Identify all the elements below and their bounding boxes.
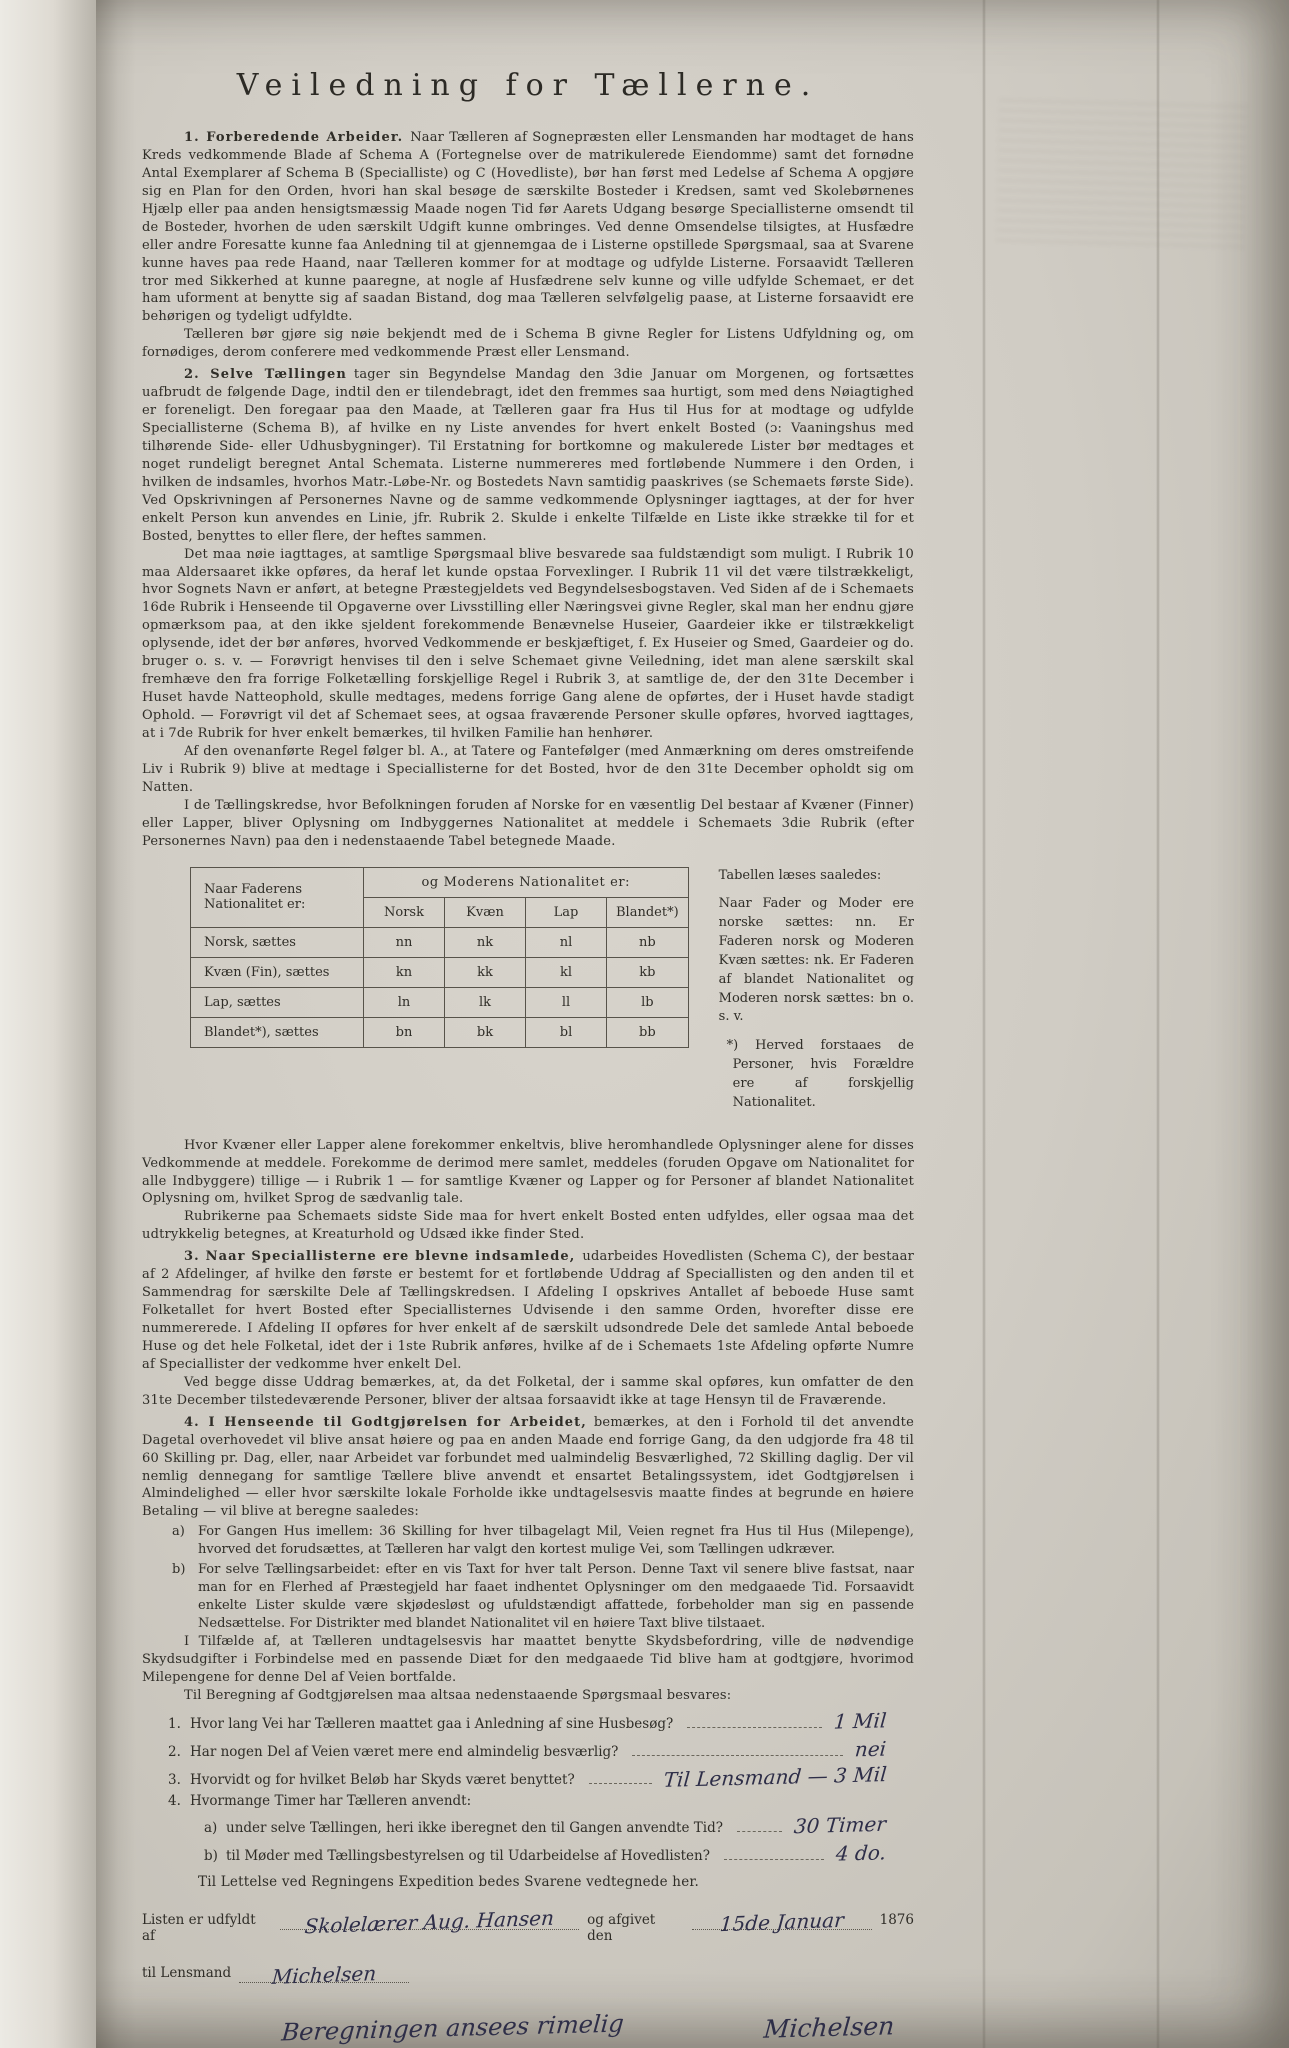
- answer-line: [687, 1727, 821, 1728]
- question-text: under selve Tællingen, heri ikke iberegnet den til Gangen anvendte Tid?: [226, 1819, 723, 1836]
- handwritten-lensmand-name: Michelsen: [271, 1961, 378, 1990]
- table-footnote: *) Herved forstaaes de Personer, hvis Forældre ere af forskjellig Nationalitet.: [726, 1038, 914, 1110]
- questions-intro: Til Beregning af Godtgjørelsen maa altsaa nedenstaaende Spørgsmaal besvares:: [184, 1687, 732, 1703]
- handwritten-answer: Til Lensmand — 3 Mil: [662, 1761, 888, 1792]
- paragraph-section3-2: Ved begge disse Uddrag bemærkes, at, da det Folketal, der i samme skal opføres, kun omfatter de den 31te December tilstedeværende Personer, bliver der altsaa forsaavidt ikke at tage Hensyn til de Fraværende.: [142, 1374, 914, 1408]
- table-row-label: Norsk, sættes: [191, 927, 364, 957]
- question-number: 3.: [168, 1771, 181, 1788]
- table-cell: ll: [526, 987, 607, 1017]
- table-explanation-intro: Tabellen læses saaledes:: [718, 867, 882, 883]
- fold-crease: [982, 0, 986, 2048]
- handwritten-answer: 4 do.: [835, 1840, 888, 1866]
- table-cell: nk: [445, 927, 526, 957]
- payment-item-a: [172, 1523, 914, 1559]
- table-cell: kk: [445, 957, 526, 987]
- payment-item-b-text: For selve Tællingsarbeidet: efter en vis Taxt for hver talt Person. Denne Taxt vil senere blive fastsat, naar man for en Flerhed af Præstegjeld har faaet indhentet Oplysninger om den medgaaede Tid. Forsaavidt enkelte Lister skulde være skjødesløst og ufuldstændigt affattede, forbeholder man sig en passende Nedsættelse. For Distrikter med blandet Nationalitet vil en høiere Taxt blive tilstaaet.: [198, 1562, 914, 1631]
- page-edge: [0, 0, 96, 2048]
- fold-crease: [1156, 0, 1160, 2048]
- question-number: 2.: [168, 1743, 181, 1760]
- question-row-4: [168, 1793, 914, 1809]
- handwritten-answer: 1 Mil: [832, 1708, 888, 1734]
- table-cell: nl: [526, 927, 607, 957]
- page-title: Veiledning for Tællerne.: [236, 68, 820, 103]
- table-subheader: Norsk: [364, 897, 445, 927]
- bottom-handwriting: [280, 2009, 904, 2047]
- table-subheader: Kvæn: [445, 897, 526, 927]
- question-text: Har nogen Del af Veien været mere end almindelig besværlig?: [190, 1743, 619, 1760]
- table-cell: bl: [526, 1017, 607, 1047]
- handwritten-date: 15de Januar: [719, 1908, 845, 1937]
- table-header-mother: og Moderens Nationalitet er:: [364, 867, 689, 897]
- paragraph-after-table-2: Rubrikerne paa Schemaets sidste Side maa for hvert enkelt Bosted enten udfyldes, eller ogsaa maa det udtrykkelig betegnes, at Kreaturhold og Udsæd ikke finder Sted.: [142, 1209, 914, 1243]
- table-cell: nb: [607, 927, 689, 957]
- table-explanation-body: Naar Fader og Moder ere norske sættes: nn. Er Faderen norsk og Moderen Kvæn sættes: nk. Er Faderen af blandet Nationalitet og Moderen norsk sættes: bn o. s. v.: [718, 896, 914, 1025]
- expedition-note: Til Lettelse ved Regningens Expedition bedes Svarene vedtegnede her.: [198, 1873, 700, 1890]
- section-1-body: Naar Tælleren af Sognepræsten eller Lensmanden har modtaget de hans Kreds vedkommende Blade af Schema A (Fortegnelse over de matrikulerede Eiendomme) samt det fornødne Antal Exemplarer af Schema B (Specialliste) og C (Hovedliste), bør han først med Ledelse af Schema A opgjøre sig en Plan for den Orden, hvori han skal besøge de særskilte Bosteder i Kredsen, samt ved Skolebørnenes Hjælp eller paa anden hensigtsmæssig Maade nogen Tid før Aarets Udgang besørge Speciallisterne omsendt til de Bosteder, hvorhen de uden særskilt Udgift kunne ombringes. Ved denne Omsendelse tilsigtes, at Husfædre eller andre Foresatte kunne faa Anledning til at gjennemgaa de i Listerne opstillede Spørgsmaal, saa at Svarene kunne haves paa rede Haand, naar Tælleren kommer for at modtage og udfylde Listerne. Forsaavidt Tælleren tror med Sikkerhed at kunne paaregne, at nogle af Husfædrene selv kunne og ville udfylde Schemaet, er det ham uforment at benytte sig af saadan Bistand, dog maa Tælleren selvfølgelig paase, at Listerne forsaavidt ere behørigen og tydeligt udfyldte.: [142, 130, 914, 325]
- filled-by-blank: [280, 1905, 579, 1939]
- ink-bleed-through: [995, 92, 1249, 248]
- handwritten-signature: Michelsen: [762, 2011, 896, 2045]
- question-text: Hvormange Timer har Tælleren anvendt:: [190, 1792, 472, 1809]
- payment-item-a-text: For Gangen Hus imellem: 36 Skilling for hver tilbagelagt Mil, Veien regnet fra Hus til Hus (Milepenge), hvorved det forudsættes, at Tælleren har valgt den kortest mulige Vei, som Tællingen udkræver.: [198, 1524, 914, 1558]
- paragraph-after-table-1: Hvor Kvæner eller Lapper alene forekommer enkeltvis, blive heromhandlede Oplysninger alene for disses Vedkommende at meddele. Forekomme de derimod mere samlet, meddeles (foruden Opgave om Nationalitet for alle Indbyggere) tillige — i Rubrik 1 — for samtlige Kvæner og Lapper og for Personer af blandet Nationalitet Oplysning om, hvilket Sprog de sædvanlig tale.: [142, 1137, 914, 1207]
- table-cell: lk: [445, 987, 526, 1017]
- table-cell: nn: [364, 927, 445, 957]
- document-content: [142, 52, 914, 2047]
- table-cell: kn: [364, 957, 445, 987]
- table-cell: kb: [607, 957, 689, 987]
- paragraph-section1: [142, 129, 914, 326]
- list-marker-a: a): [172, 1524, 185, 1540]
- delivered-date-blank: [692, 1905, 871, 1937]
- question-text: Hvor lang Vei har Tælleren maattet gaa i Anledning af sine Husbesøg?: [190, 1715, 674, 1732]
- table-cell: kl: [526, 957, 607, 987]
- table-cell: lb: [607, 987, 689, 1017]
- paragraph-section2-4: I de Tællingskredse, hvor Befolkningen foruden af Norske for en væsentlig Del bestaar af Kvæner (Finner) eller Lapper, bliver Oplysning om Indbyggernes Nationalitet at meddele i Schemaets 3die Rubrik (efter Personernes Navn) paa den i nedenstaaende Tabel betegnede Maade.: [142, 797, 914, 849]
- table-header-father: Naar Faderens Nationalitet er:: [191, 867, 364, 927]
- subquestion-row-a: [204, 1813, 914, 1837]
- section-4-heading: 4. I Henseende til Godtgjørelsen for Arbeidet,: [184, 1414, 587, 1430]
- delivered-label: og afgivet den: [587, 1912, 656, 1945]
- question-text: til Møder med Tællingsbestyrelsen og til Udarbeidelse af Hovedlisten?: [226, 1847, 710, 1864]
- table-subheader: Blandet*): [607, 897, 689, 927]
- answer-line: [737, 1831, 782, 1832]
- table-explanation: [719, 867, 914, 1123]
- table-row-label: Blandet*), sættes: [191, 1017, 364, 1047]
- lensmand-name-blank: [239, 1958, 409, 1990]
- paragraph-section3: [142, 1248, 914, 1374]
- filled-by-label: Listen er udfyldt af: [142, 1912, 256, 1945]
- list-marker-b: b): [172, 1562, 186, 1578]
- paragraph-section4-2: I Tilfælde af, at Tælleren undtagelsesvis har maattet benytte Skydsbefordring, ville de nødvendige Skydsudgifter i Forbindelse med en passende Diæt for den medgaaede Tid blive ham at godtgjøre, hvorimod Milepengene for denne Del af Veien bortfalde.: [142, 1633, 914, 1685]
- table-cell: bb: [607, 1017, 689, 1047]
- table-subheader: Lap: [526, 897, 607, 927]
- table-row-label: Kvæn (Fin), sættes: [191, 957, 364, 987]
- paragraph-section2: [142, 366, 914, 545]
- section-2-heading: 2. Selve Tællingen: [184, 367, 347, 383]
- year-label: 1876: [879, 1912, 914, 1929]
- answer-line: [724, 1859, 824, 1860]
- question-number: b): [204, 1847, 218, 1864]
- question-number: a): [204, 1819, 218, 1836]
- table-cell: bk: [445, 1017, 526, 1047]
- table-cell: ln: [364, 987, 445, 1017]
- handwritten-filler-name: Skolelærer Aug. Hansen: [304, 1905, 556, 1939]
- filled-by-line: [142, 1905, 914, 1944]
- question-row-3: [168, 1761, 914, 1792]
- paragraph-section2-3: Af den ovenanførte Regel følger bl. A., at Tatere og Fantefølger (med Anmærkning om deres omstreifende Liv i Rubrik 9) blive at medtage i Speciallisterne for det Bosted, hvor de den 31te December opholdt sig om Natten.: [142, 743, 914, 795]
- question-row-2: [168, 1737, 914, 1761]
- paragraph-section2-2: Det maa nøie iagttages, at samtlige Spørgsmaal blive besvarede saa fuldstændigt som muligt. I Rubrik 10 maa Aldersaaret ikke opføres, da heraf let kunde opstaa Forvexlinger. I Rubrik 11 vil det være tilstrækkeligt, hvor Sognets Navn er anført, at betegne Præstegjeldets ved Begyndelsesbogstaven. Ved Siden af de i Schemaets 16de Rubrik i Henseende til Opgaverne over Livsstilling eller Næringsvei givne Regler, skal man her endnu gjøre opmærksom paa, at den ikke sjeldent forekommende Benævnelse Huseier, Gaardeier ikke er tilstrækkeligt oplysende, idet der bør anføres, hvorved Vedkommende er beskjæftiget, f. Ex Huseier og Smed, Gaardeier og do. bruger o. s. v. — Forøvrigt henvises til den i selve Schemaet givne Veiledning, idet man alene særskilt skal fremhæve den fra forrige Folketælling forskjellige Regel i Rubrik 3, at samtlige de, der den 31te December i Huset havde Natteophold, skulle medtages, medens forrige Gang alene de opførtes, der i Huset havde stadigt Ophold. — Forøvrigt vil det af Schemaet sees, at ogsaa fraværende Personer skulle opføres, hvorved iagttages, at i 7de Rubrik for hver enkelt bemærkes, til hvilken Familie han henhører.: [142, 546, 914, 741]
- section-3-body: udarbeides Hovedlisten (Schema C), der bestaar af 2 Afdelinger, af hvilke den første er bestemt for et fortløbende Uddrag af Speciallisten og den anden til et Sammendrag for særskilte Dele af Tællingskredsen. I Afdeling I opskrives Antallet af beboede Huse samt Folketallet for hvert Bosted efter Speciallisternes Udvisende i den samme Orden, hvorefter disse ere nummererede. I Afdeling II opføres for hver enkelt af de særskilt udsondrede Dele det samlede Antal beboede Huse og det hele Folketal, idet der i 1ste Rubrik anføres, hvilke af de i Schemaets 1ste Afdeling opførte Numre af Speciallister der vedkomme hver enkelt Del.: [142, 1249, 914, 1372]
- answer-line: [589, 1783, 652, 1784]
- section-1-heading: 1. Forberedende Arbeider.: [184, 130, 404, 145]
- handwritten-answer: nei: [853, 1736, 887, 1762]
- subquestion-row-b: [204, 1841, 914, 1865]
- to-lensmand-label: til Lensmand: [142, 1965, 232, 1982]
- page-curve-shadow: [96, 0, 136, 2048]
- section-2-body: tager sin Begyndelse Mandag den 3die Januar om Morgenen, og fortsættes uafbrudt de følgende Dage, indtil den er tilendebragt, idet den fremmes saa hurtigt, som med dens Nøiagtighed er foreneligt. Den foregaar paa den Maade, at Tælleren gaar fra Hus til Hus for at modtage og udfylde Speciallisterne (Schema B), af hvilke en ny Liste anvendes for hvert enkelt Bosted (ɔ: Vaaningshus med tilhørende Side- eller Udhusbygninger). Til Erstatning for bortkomne og makulerede Lister bør medtages et noget rundeligt beregnet Antal Schemata. Listerne nummereres med fortløbende Nummere i den Orden, i hvilken de indsamles, hvorhos Matr.-Løbe-Nr. og Bostedets Navn samtidig paaskrives (se Schemaets første Side). Ved Opskrivningen af Personernes Navne og de samme vedkommende Oplysninger iagttages, at der for hver enkelt Person kun anvendes en Linie, jfr. Rubrik 2. Skulde i enkelte Tilfælde en Liste ikke strække til for et Bosted, benyttes to eller flere, der heftes sammen.: [142, 367, 914, 544]
- to-lensmand-line: [142, 1958, 914, 1990]
- handwritten-remark: Beregningen ansees rimelig: [280, 2009, 625, 2047]
- nationality-table-zone: [190, 867, 914, 1123]
- answer-line: [632, 1755, 842, 1756]
- paragraph-section4: [142, 1414, 914, 1522]
- question-number: 4.: [168, 1792, 181, 1809]
- payment-item-b: [172, 1561, 914, 1633]
- table-row-label: Lap, sættes: [191, 987, 364, 1017]
- handwritten-answer: 30 Timer: [793, 1811, 888, 1838]
- question-number: 1.: [168, 1715, 181, 1732]
- table-cell: bn: [364, 1017, 445, 1047]
- section-4-body: bemærkes, at den i Forhold til det anvendte Dagetal overhovedet vil blive ansat høiere og paa en anden Maade end forrige Gang, da den udgjorde fra 48 til 60 Skilling pr. Dag, eller, naar Arbeidet var forbundet med ualmindelig Besværlighed, 72 Skilling daglig. Der vil nemlig dennegang for samtlige Tællere blive anvendt et ensartet Betalingssystem, idet Godtgjørelsen i Almindelighed — eller hvor særskilte lokale Forholde ikke undtagelsesvis maatte findes at begrunde en høiere Betaling — vil blive at beregne saaledes:: [142, 1414, 914, 1520]
- paragraph-section1-2: Tælleren bør gjøre sig nøie bekjendt med de i Schema B givne Regler for Listens Udfyldning og, om fornødiges, derom conferere med vedkommende Præst eller Lensmand.: [142, 327, 914, 361]
- section-3-heading: 3. Naar Speciallisterne ere blevne indsamlede,: [184, 1249, 576, 1265]
- question-row-1: [168, 1709, 914, 1733]
- nationality-table: [190, 867, 689, 1048]
- question-text: Hvorvidt og for hvilket Beløb har Skyds været benyttet?: [190, 1771, 575, 1788]
